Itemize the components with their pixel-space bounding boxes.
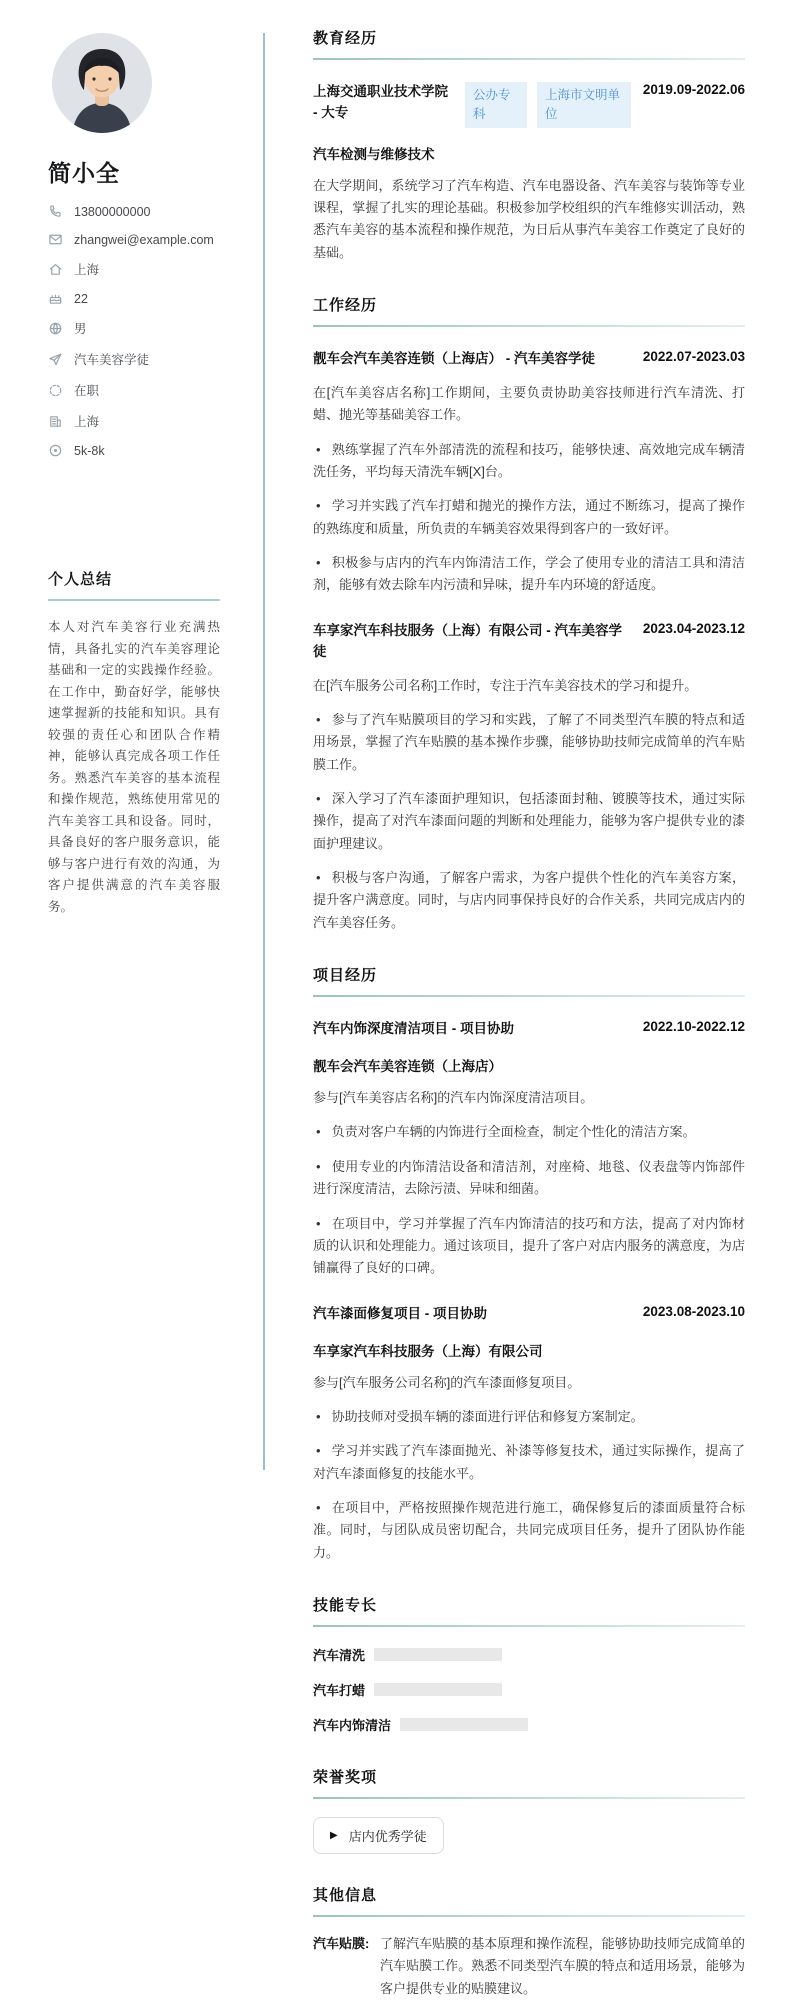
work-date: 2023.04-2023.12: [642, 620, 745, 636]
skill-item: [313, 1645, 533, 1664]
contact-gender-value: 男: [74, 322, 87, 336]
contact-status-value: 在职: [74, 384, 100, 398]
mail-icon: [48, 232, 63, 247]
contact-city: [48, 412, 244, 430]
work-bullet: • 参与了汽车贴膜项目的学习和实践，了解了不同类型汽车膜的特点和适用场景，掌握了汽车贴膜的基本操作步骤，能够协助技师完成简单的汽车贴膜工作。: [313, 709, 745, 776]
main-content: [264, 0, 794, 1996]
project-org: 车享家汽车科技服务（上海）有限公司: [313, 1343, 543, 1359]
contact-age: [48, 291, 244, 306]
position-icon: [48, 352, 63, 367]
work-entry: [313, 621, 745, 934]
contact-home-value: 上海: [74, 263, 100, 277]
bullet-dot: [313, 1500, 332, 1515]
education-section: [313, 27, 745, 264]
project-name: 汽车内饰深度清洁项目 - 项目协助: [313, 1021, 514, 1037]
skill-bar: [374, 1648, 502, 1661]
bullet-dot: [313, 555, 332, 570]
bullet-dot: [313, 1443, 332, 1458]
work-entry: [313, 349, 745, 597]
work-bullet: • 深入学习了汽车漆面护理知识，包括漆面封釉、镀膜等技术，通过实际操作，提高了对汽车漆面问题的判断和处理能力，能够为客户提供专业的漆面护理建议。: [313, 788, 745, 855]
work-bullet: • 积极参与店内的汽车内饰清洁工作，学会了使用专业的清洁工具和清洁剂，能够有效去除车内污渍和异味，提升车内环境的舒适度。: [313, 552, 745, 597]
project-org: 靓车会汽车美容连锁（上海店）: [313, 1059, 502, 1075]
work-date: 2022.07-2023.03: [642, 348, 745, 364]
skill-bar: [374, 1683, 502, 1696]
project-entry: [313, 1019, 745, 1279]
play-icon: ▶: [330, 1830, 338, 1842]
education-description: 在大学期间，系统学习了汽车构造、汽车电器设备、汽车美容与装饰等专业课程，掌握了扎实的理论基础。积极参加学校组织的汽车维修实训活动，熟悉汽车美容的基本流程和操作规范，为日后从事汽车美容工作奠定了良好的基础。: [313, 177, 745, 260]
age-icon: [48, 291, 63, 306]
project-bullet: • 负责对客户车辆的内饰进行全面检查，制定个性化的清洁方案。: [313, 1121, 745, 1143]
skill-name: 汽车内饰清洁: [313, 1718, 392, 1734]
work-bullet: • 积极与客户沟通，了解客户需求，为客户提供个性化的汽车美容方案，提升客户满意度。同时，与店内同事保持良好的合作关系，共同完成店内的汽车美容任务。: [313, 867, 745, 934]
phone-icon: [48, 204, 63, 219]
other-section: [313, 1884, 745, 2000]
other-text: 了解汽车贴膜的基本原理和操作流程，能够协助技师完成简单的汽车贴膜工作。熟悉不同类型汽车膜的特点和适用场景，能够为客户提供专业的贴膜建议。: [380, 1936, 745, 1996]
contact-email: [48, 232, 244, 247]
skills-title: 技能专长: [313, 1597, 378, 1615]
skill-item: [313, 1715, 533, 1734]
contact-gender: [48, 319, 244, 337]
contact-phone: [48, 204, 244, 219]
other-title: 其他信息: [313, 1887, 378, 1905]
project-name: 汽车漆面修复项目 - 项目协助: [313, 1305, 487, 1321]
project-intro: 参与[汽车服务公司名称]的汽车漆面修复项目。: [313, 1374, 581, 1390]
skill-name: 汽车打蜡: [313, 1683, 366, 1699]
skills-grid: [313, 1645, 745, 1750]
avatar: [52, 33, 152, 133]
work-intro: 在[汽车服务公司名称]工作时，专注于汽车美容技术的学习和提升。: [313, 677, 698, 693]
project-bullet: • 使用专业的内饰清洁设备和清洁剂，对座椅、地毯、仪表盘等内饰部件进行深度清洁，去除污渍、异味和细菌。: [313, 1156, 745, 1201]
bullet-dot: [313, 870, 332, 885]
gender-icon: [48, 321, 63, 336]
major-name: 汽车检测与维修技术: [313, 146, 435, 162]
school-tags: [465, 82, 631, 128]
project-date: 2023.08-2023.10: [642, 1303, 745, 1319]
projects-title: 项目经历: [313, 967, 378, 985]
sidebar: [0, 0, 264, 1510]
avatar-photo-illustration: [52, 33, 152, 133]
contact-position-value: 汽车美容学徒: [74, 353, 150, 367]
skill-name: 汽车清洗: [313, 1648, 366, 1664]
contact-age-value: 22: [74, 291, 88, 306]
honors-section: [313, 1766, 745, 1854]
skill-bar: [400, 1718, 528, 1731]
sidebar-divider: [263, 33, 265, 1470]
work-company: 车享家汽车科技服务（上海）有限公司 - 汽车美容学徒: [313, 622, 622, 659]
bullet-dot: [313, 498, 332, 513]
skill-item: [313, 1680, 533, 1699]
work-company: 靓车会汽车美容连锁（上海店） - 汽车美容学徒: [313, 350, 595, 366]
other-label: 汽车贴膜:: [313, 1936, 370, 1952]
contact-salary: [48, 443, 244, 458]
project-bullet: • 协助技师对受损车辆的漆面进行评估和修复方案制定。: [313, 1406, 745, 1428]
project-bullet: • 在项目中，学习并掌握了汽车内饰清洁的技巧和方法，提高了对内饰材质的认识和处理能力。通过该项目，提升了客户对店内服务的满意度，为店铺赢得了良好的口碑。: [313, 1213, 745, 1280]
project-entry: [313, 1304, 745, 1564]
contact-status: [48, 381, 244, 399]
contact-position: [48, 350, 244, 368]
school-tag: 上海市文明单位: [537, 82, 631, 128]
city-icon: [48, 414, 63, 429]
summary-title: 个人总结: [48, 568, 220, 601]
honors-title: 荣誉奖项: [313, 1769, 378, 1787]
contact-home: [48, 260, 244, 278]
bullet-dot: [313, 1159, 332, 1174]
project-bullet: • 在项目中，严格按照操作规范进行施工，确保修复后的漆面质量符合标准。同时，与团队成员密切配合，共同完成项目任务，提升了团队协作能力。: [313, 1497, 745, 1564]
education-title: 教育经历: [313, 30, 378, 47]
bullet-dot: [313, 791, 332, 806]
honor-badge: [313, 1817, 444, 1854]
other-row: [313, 1933, 745, 2000]
project-intro: 参与[汽车美容店名称]的汽车内饰深度清洁项目。: [313, 1090, 594, 1106]
work-intro: 在[汽车美容店名称]工作期间，主要负责协助美容技师进行汽车清洗、打蜡、抛光等基础美容工作。: [313, 384, 745, 423]
summary-section: [48, 568, 220, 918]
contact-city-value: 上海: [74, 415, 100, 429]
bullet-dot: [313, 1124, 332, 1139]
honor-label: 店内优秀学徒: [348, 1829, 427, 1845]
bullet-dot: [313, 712, 332, 727]
candidate-name: 简小全: [48, 160, 120, 186]
bullet-dot: [313, 1409, 332, 1424]
contact-phone-value: 13800000000: [74, 204, 151, 219]
work-bullet: • 熟练掌握了汽车外部清洗的流程和技巧，能够快速、高效地完成车辆清洗任务，平均每天清洗车辆[X]台。: [313, 439, 745, 484]
education-date: 2019.09-2022.06: [642, 82, 745, 97]
salary-icon: [48, 443, 63, 458]
home-icon: [48, 262, 63, 277]
projects-section: [313, 964, 745, 1564]
school-tag: 公办专科: [465, 82, 527, 128]
contact-salary-value: 5k-8k: [74, 443, 105, 458]
project-date: 2022.10-2022.12: [642, 1019, 745, 1035]
work-bullet: • 学习并实践了汽车打蜡和抛光的操作方法，通过不断练习，提高了操作的熟练度和质量，所负责的车辆美容效果得到客户的一致好评。: [313, 495, 745, 540]
school-name: 上海交通职业技术学院 - 大专: [313, 84, 448, 120]
skills-section: [313, 1594, 745, 1750]
education-entry-header: [313, 82, 745, 128]
project-bullet: • 学习并实践了汽车漆面抛光、补漆等修复技术，通过实际操作，提高了对汽车漆面修复的技能水平。: [313, 1440, 745, 1485]
summary-text: 本人对汽车美容行业充满热情，具备扎实的汽车美容理论基础和一定的实践操作经验。在工作中，勤奋好学，能够快速掌握新的技能和知识。具有较强的责任心和团队合作精神，能够认真完成各项工作任务。熟悉汽车美容的基本流程和操作规范，熟练使用常见的汽车美容工具和设备。同时，具备良好的客户服务意识，能够与客户进行有效的沟通，为客户提供满意的汽车美容服务。: [48, 620, 220, 914]
contact-email-value: zhangwei@example.com: [74, 232, 214, 247]
bullet-dot: [313, 442, 332, 457]
work-title: 工作经历: [313, 296, 378, 314]
work-section: [313, 294, 745, 934]
bullet-dot: [313, 1216, 332, 1231]
status-icon: [48, 383, 63, 398]
